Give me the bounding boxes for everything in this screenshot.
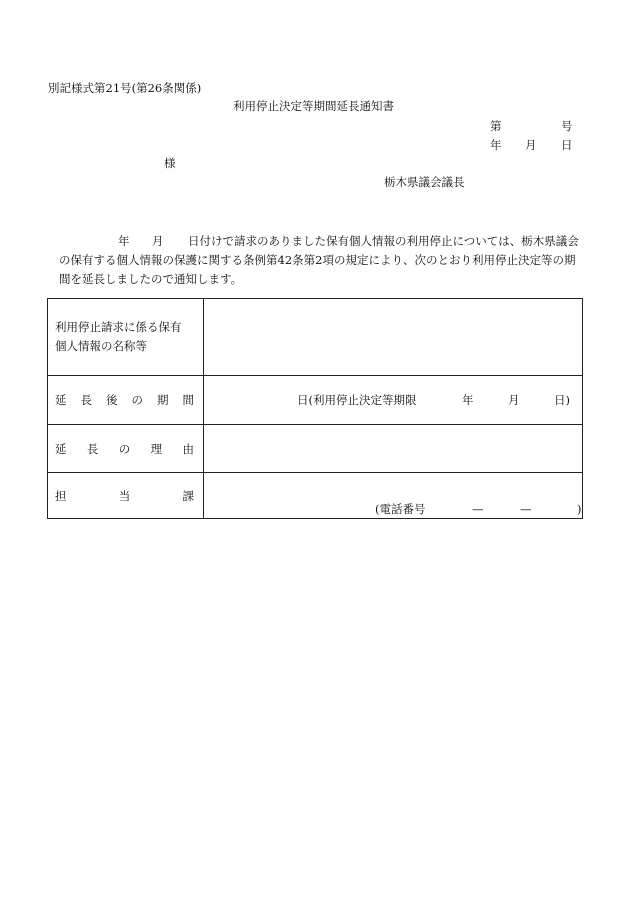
table-row-department bbox=[48, 473, 583, 519]
phone-close: ) bbox=[577, 502, 582, 516]
phone-label: (電話番号 bbox=[375, 502, 426, 516]
value-department bbox=[204, 473, 583, 519]
label-reason-char: 長 bbox=[86, 441, 99, 456]
recipient-honorific: 様 bbox=[164, 156, 176, 170]
period-main-text: 日(利用停止決定等期限 bbox=[297, 393, 417, 407]
label-department-char: 担 bbox=[55, 488, 67, 503]
document-title: 利用停止決定等期間延長通知書 bbox=[233, 99, 394, 113]
label-reason bbox=[48, 425, 204, 473]
label-reason-char: 理 bbox=[150, 441, 163, 456]
label-extended-period-text bbox=[55, 392, 203, 408]
form-number: 別記様式第21号(第26条関係) bbox=[48, 81, 202, 95]
sender-name: 栃木県議会議長 bbox=[384, 175, 465, 189]
body-line-2: の保有する個人情報の保護に関する条例第42条第2項の規定により、次のとおり利用停止決定等の期 bbox=[59, 253, 576, 267]
value-reason bbox=[204, 425, 583, 473]
label-department-text bbox=[55, 488, 203, 504]
table-row-info-name bbox=[48, 299, 583, 376]
label-extended-period-char: 延 bbox=[55, 393, 67, 407]
label-info-name bbox=[48, 299, 204, 376]
value-extended-period bbox=[204, 376, 583, 425]
label-extended-period-char: 期 bbox=[157, 393, 169, 407]
label-info-name-line1: 利用停止請求に係る保有 bbox=[55, 320, 182, 334]
table-row-reason bbox=[48, 425, 583, 473]
label-info-name-line2: 個人情報の名称等 bbox=[55, 339, 147, 353]
form-table bbox=[47, 298, 583, 519]
phone-dash-2: — bbox=[520, 502, 532, 516]
label-department-char: 課 bbox=[182, 488, 194, 503]
label-reason-char: 由 bbox=[182, 441, 194, 456]
body-year: 年 bbox=[118, 234, 130, 248]
label-extended-period-char: 長 bbox=[80, 393, 92, 407]
phone-dash-1: — bbox=[472, 502, 484, 516]
label-extended-period bbox=[48, 376, 204, 425]
period-year: 年 bbox=[462, 393, 474, 407]
period-day: 日) bbox=[554, 393, 570, 407]
body-month: 月 bbox=[152, 234, 164, 248]
label-reason-char: の bbox=[118, 441, 131, 456]
doc-number-go: 号 bbox=[561, 119, 573, 133]
date-year: 年 bbox=[490, 138, 502, 152]
body-line-1: 日付けで請求のありました保有個人情報の利用停止については、栃木県議会 bbox=[188, 234, 579, 248]
table-row-extended-period bbox=[48, 376, 583, 425]
body-line-3: 間を延長しましたので通知します。 bbox=[59, 272, 243, 286]
doc-number-dai: 第 bbox=[490, 119, 502, 133]
label-extended-period-char: の bbox=[131, 393, 143, 407]
label-extended-period-char: 間 bbox=[182, 393, 194, 407]
period-month: 月 bbox=[508, 393, 520, 407]
label-department-char: 当 bbox=[118, 488, 131, 503]
label-reason-char: 延 bbox=[55, 441, 67, 456]
date-day: 日 bbox=[561, 138, 573, 152]
label-department bbox=[48, 473, 204, 519]
date-month: 月 bbox=[525, 138, 537, 152]
value-info-name bbox=[204, 299, 583, 376]
label-reason-text bbox=[55, 441, 203, 457]
label-extended-period-char: 後 bbox=[106, 393, 118, 407]
